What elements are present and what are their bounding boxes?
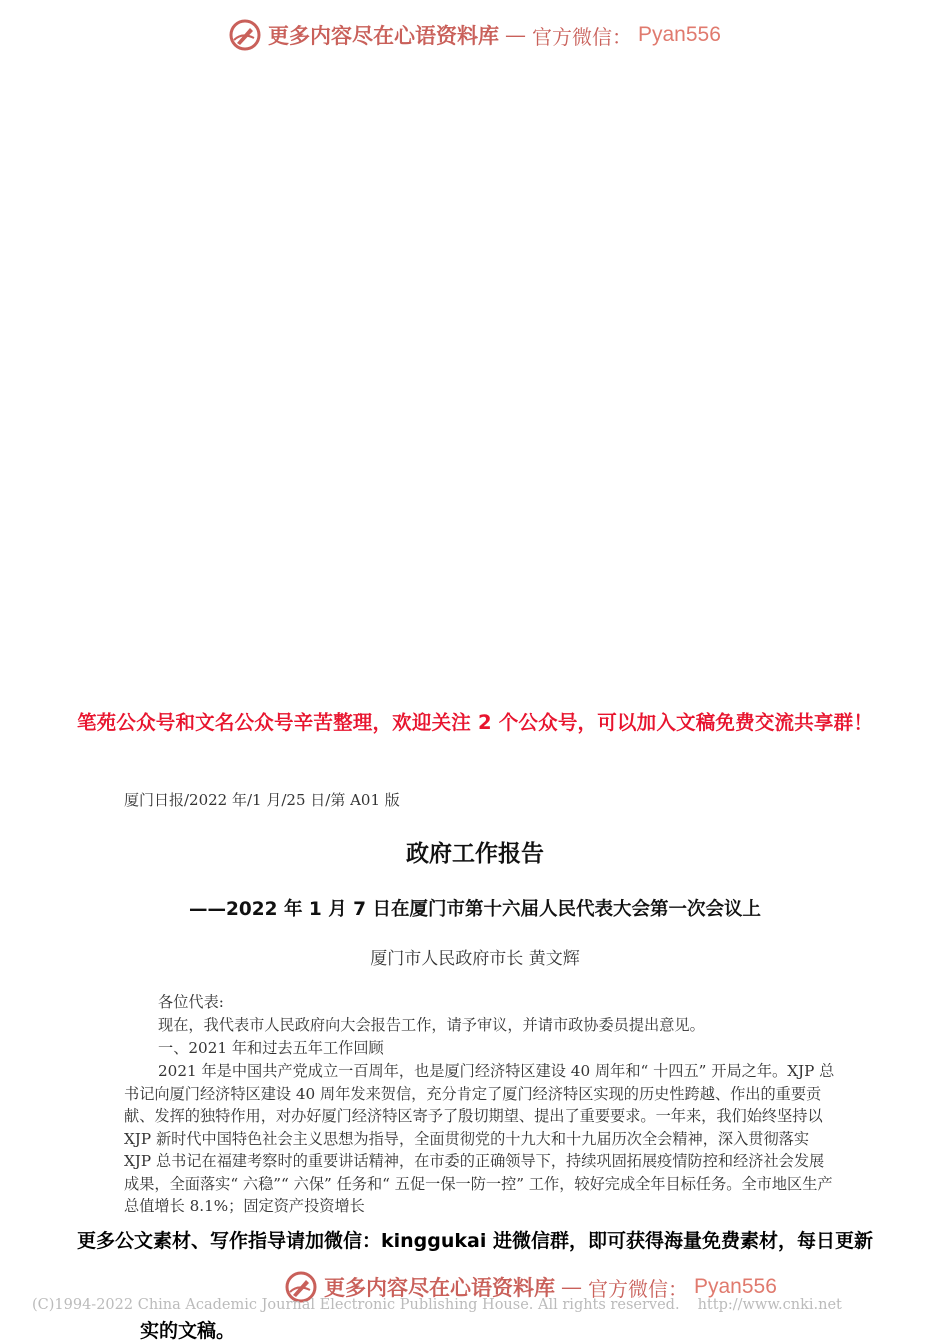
page-title: 政府工作报告 bbox=[406, 841, 544, 867]
watermark-separator: — bbox=[505, 23, 526, 47]
watermark-wechat-id: Pyan556 bbox=[638, 23, 721, 46]
watermark-separator: — bbox=[561, 1275, 582, 1299]
watermark-wechat-id: Pyan556 bbox=[694, 1275, 777, 1298]
page-subtitle: ——2022 年 1 月 7 日在厦门市第十六届人民代表大会第一次会议上 bbox=[189, 899, 761, 920]
salutation: 各位代表: bbox=[158, 993, 224, 1011]
section-heading: 一、2021 年和过去五年工作回顾 bbox=[158, 1039, 384, 1057]
source-line: 厦门日报/2022 年/1 月/25 日/第 A01 版 bbox=[124, 791, 400, 809]
copyright-text: (C)1994-2022 China Academic Journal Electronic Publishing House. All rights reserved. bbox=[32, 1297, 680, 1313]
paragraph-intro: 现在，我代表市人民政府向大会报告工作，请予审议，并请市政协委员提出意见。 bbox=[158, 1016, 705, 1034]
copyright-line bbox=[32, 1297, 842, 1313]
top-watermark bbox=[228, 18, 721, 52]
copyright-url[interactable]: http://www.cnki.net bbox=[697, 1297, 842, 1313]
pen-logo-icon bbox=[228, 18, 262, 52]
paragraph-review: 2021 年是中国共产党成立一百周年，也是厦门经济特区建设 40 周年和“ 十四五” 开局之年。XJP 总书记向厦门经济特区建设 40 周年发来贺信，充分肯定了厦门经济特区实现的历史性跨越、作出的重要贡献、发挥的独特作用，对办好厦门经济特区寄予了殷切期望、提出了重要要求。一年来，我们始终坚持以 XJP 新时代中国特色社会主义思想为指导，全面贯彻党的十九大和十九届历次全会精神，深入贯彻落实 XJP 总书记在福建考察时的重要讲话精神，在市委的正确领导下，持续巩固拓展疫情防控和经济社会发展成果，全面落实“ 六稳”“ 六保” 任务和“ 五促一保一防一控” 工作，较好完成全年目标任务。全市地区生产总值增长 8.1%；固定资产投资增长 bbox=[124, 1062, 835, 1215]
watermark-wechat-label: 官方微信： bbox=[532, 24, 632, 49]
watermark-wechat-label: 官方微信： bbox=[588, 1276, 688, 1301]
promo-banner-black: 更多公文素材、写作指导请加微信：kinggukai 进微信群，即可获得海量免费素材，每日更新 bbox=[77, 1230, 873, 1252]
watermark-brand: 更多内容尽在心语资料库 bbox=[324, 1275, 555, 1300]
watermark-brand: 更多内容尽在心语资料库 bbox=[268, 23, 499, 48]
cut-off-text: 实的文稿。 bbox=[140, 1320, 236, 1342]
author-line: 厦门市人民政府市长 黄文辉 bbox=[370, 949, 580, 969]
promo-banner-red: 笔苑公众号和文名公众号辛苦整理，欢迎关注 2 个公众号，可以加入文稿免费交流共享群！ bbox=[76, 711, 874, 734]
